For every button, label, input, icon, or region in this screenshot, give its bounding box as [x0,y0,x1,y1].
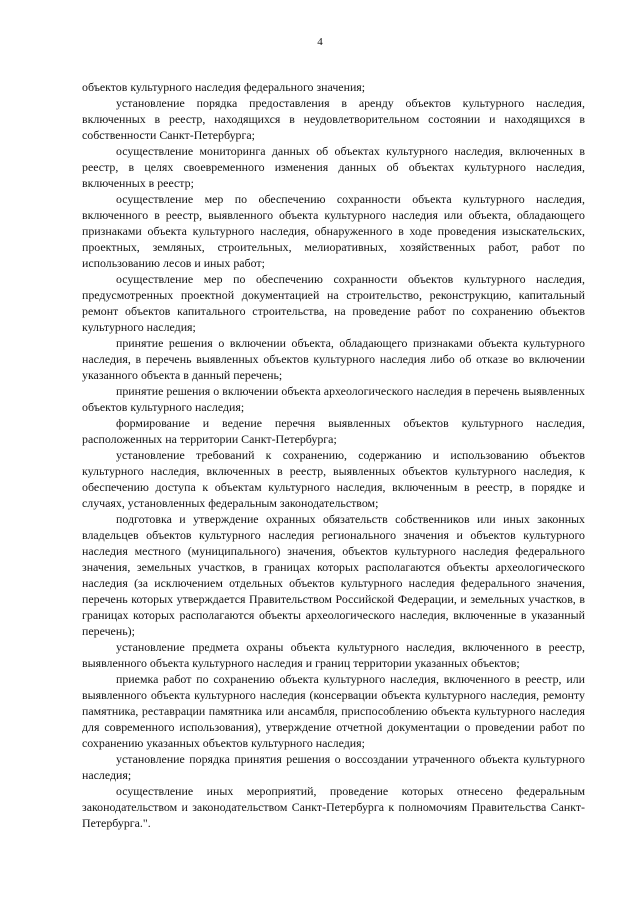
paragraph: осуществление мер по обеспечению сохранности объектов культурного наследия, предусмотренных проектной документацией на строительство, реконструкцию, капитальный ремонт объектов капитального строительства, на проведение работ по сохранению объектов культурного наследия; [82,272,585,334]
paragraph: принятие решения о включении объекта, обладающего признаками объекта культурного наследия, в перечень выявленных объектов культурного наследия либо об отказе во включении указанного объекта в данный перечень; [82,336,585,382]
paragraph: подготовка и утверждение охранных обязательств собственников или иных законных владельцев объектов культурного наследия регионального значения и объектов культурного наследия местного (муниципального) значения, объектов культурного наследия федерального значения, земельных участков, в границах которых располагаются объекты археологического наследия (за исключением отдельных объектов культурного наследия федерального значения, перечень которых утверждается Правительством Российской Федерации, и земельных участков, в границах которых располагаются объекты археологического наследия, включенные в указанный перечень); [82,512,585,638]
paragraph: установление предмета охраны объекта культурного наследия, включенного в реестр, выявленного объекта культурного наследия и границ территории указанных объектов; [82,640,585,670]
paragraph: осуществление мониторинга данных об объектах культурного наследия, включенных в реестр, в целях своевременного изменения данных об объектах культурного наследия, включенных в реестр; [82,144,585,190]
paragraph: установление порядка принятия решения о воссоздании утраченного объекта культурного наследия; [82,752,585,782]
paragraph: осуществление мер по обеспечению сохранности объекта культурного наследия, включенного в реестр, выявленного объекта культурного наследия или объекта, обладающего признаками объекта культурного наследия, обнаруженного в ходе проведения изыскательских, проектных, земляных, строительных, мелиоративных, хозяйственных работ, работ по использованию лесов и иных работ; [82,192,585,270]
paragraph: формирование и ведение перечня выявленных объектов культурного наследия, расположенных на территории Санкт-Петербурга; [82,416,585,446]
paragraph: принятие решения о включении объекта археологического наследия в перечень выявленных объектов культурного наследия; [82,384,585,414]
paragraph: установление порядка предоставления в аренду объектов культурного наследия, включенных в реестр, находящихся в неудовлетворительном состоянии и находящихся в собственности Санкт-Петербурга; [82,96,585,142]
page-number: 4 [317,36,323,48]
document-body [82,79,585,831]
paragraph: осуществление иных мероприятий, проведение которых отнесено федеральным законодательством и законодательством Санкт-Петербурга к полномочиям Правительства Санкт-Петербурга.". [82,784,585,830]
paragraph: установление требований к сохранению, содержанию и использованию объектов культурного наследия, включенных в реестр, выявленных объектов культурного наследия, к обеспечению доступа к объектам культурного наследия, включенным в реестр, в порядке и случаях, установленных федеральным законодательством; [82,448,585,510]
paragraph: объектов культурного наследия федерального значения; [82,80,366,94]
paragraph: приемка работ по сохранению объекта культурного наследия, включенного в реестр, или выявленного объекта культурного наследия (консервации объекта культурного наследия, ремонту памятника, реставрации памятника или ансамбля, приспособлению объекта культурного наследия для современного использования), утверждение отчетной документации о проведении работ по сохранению указанных объектов культурного наследия; [82,672,585,750]
